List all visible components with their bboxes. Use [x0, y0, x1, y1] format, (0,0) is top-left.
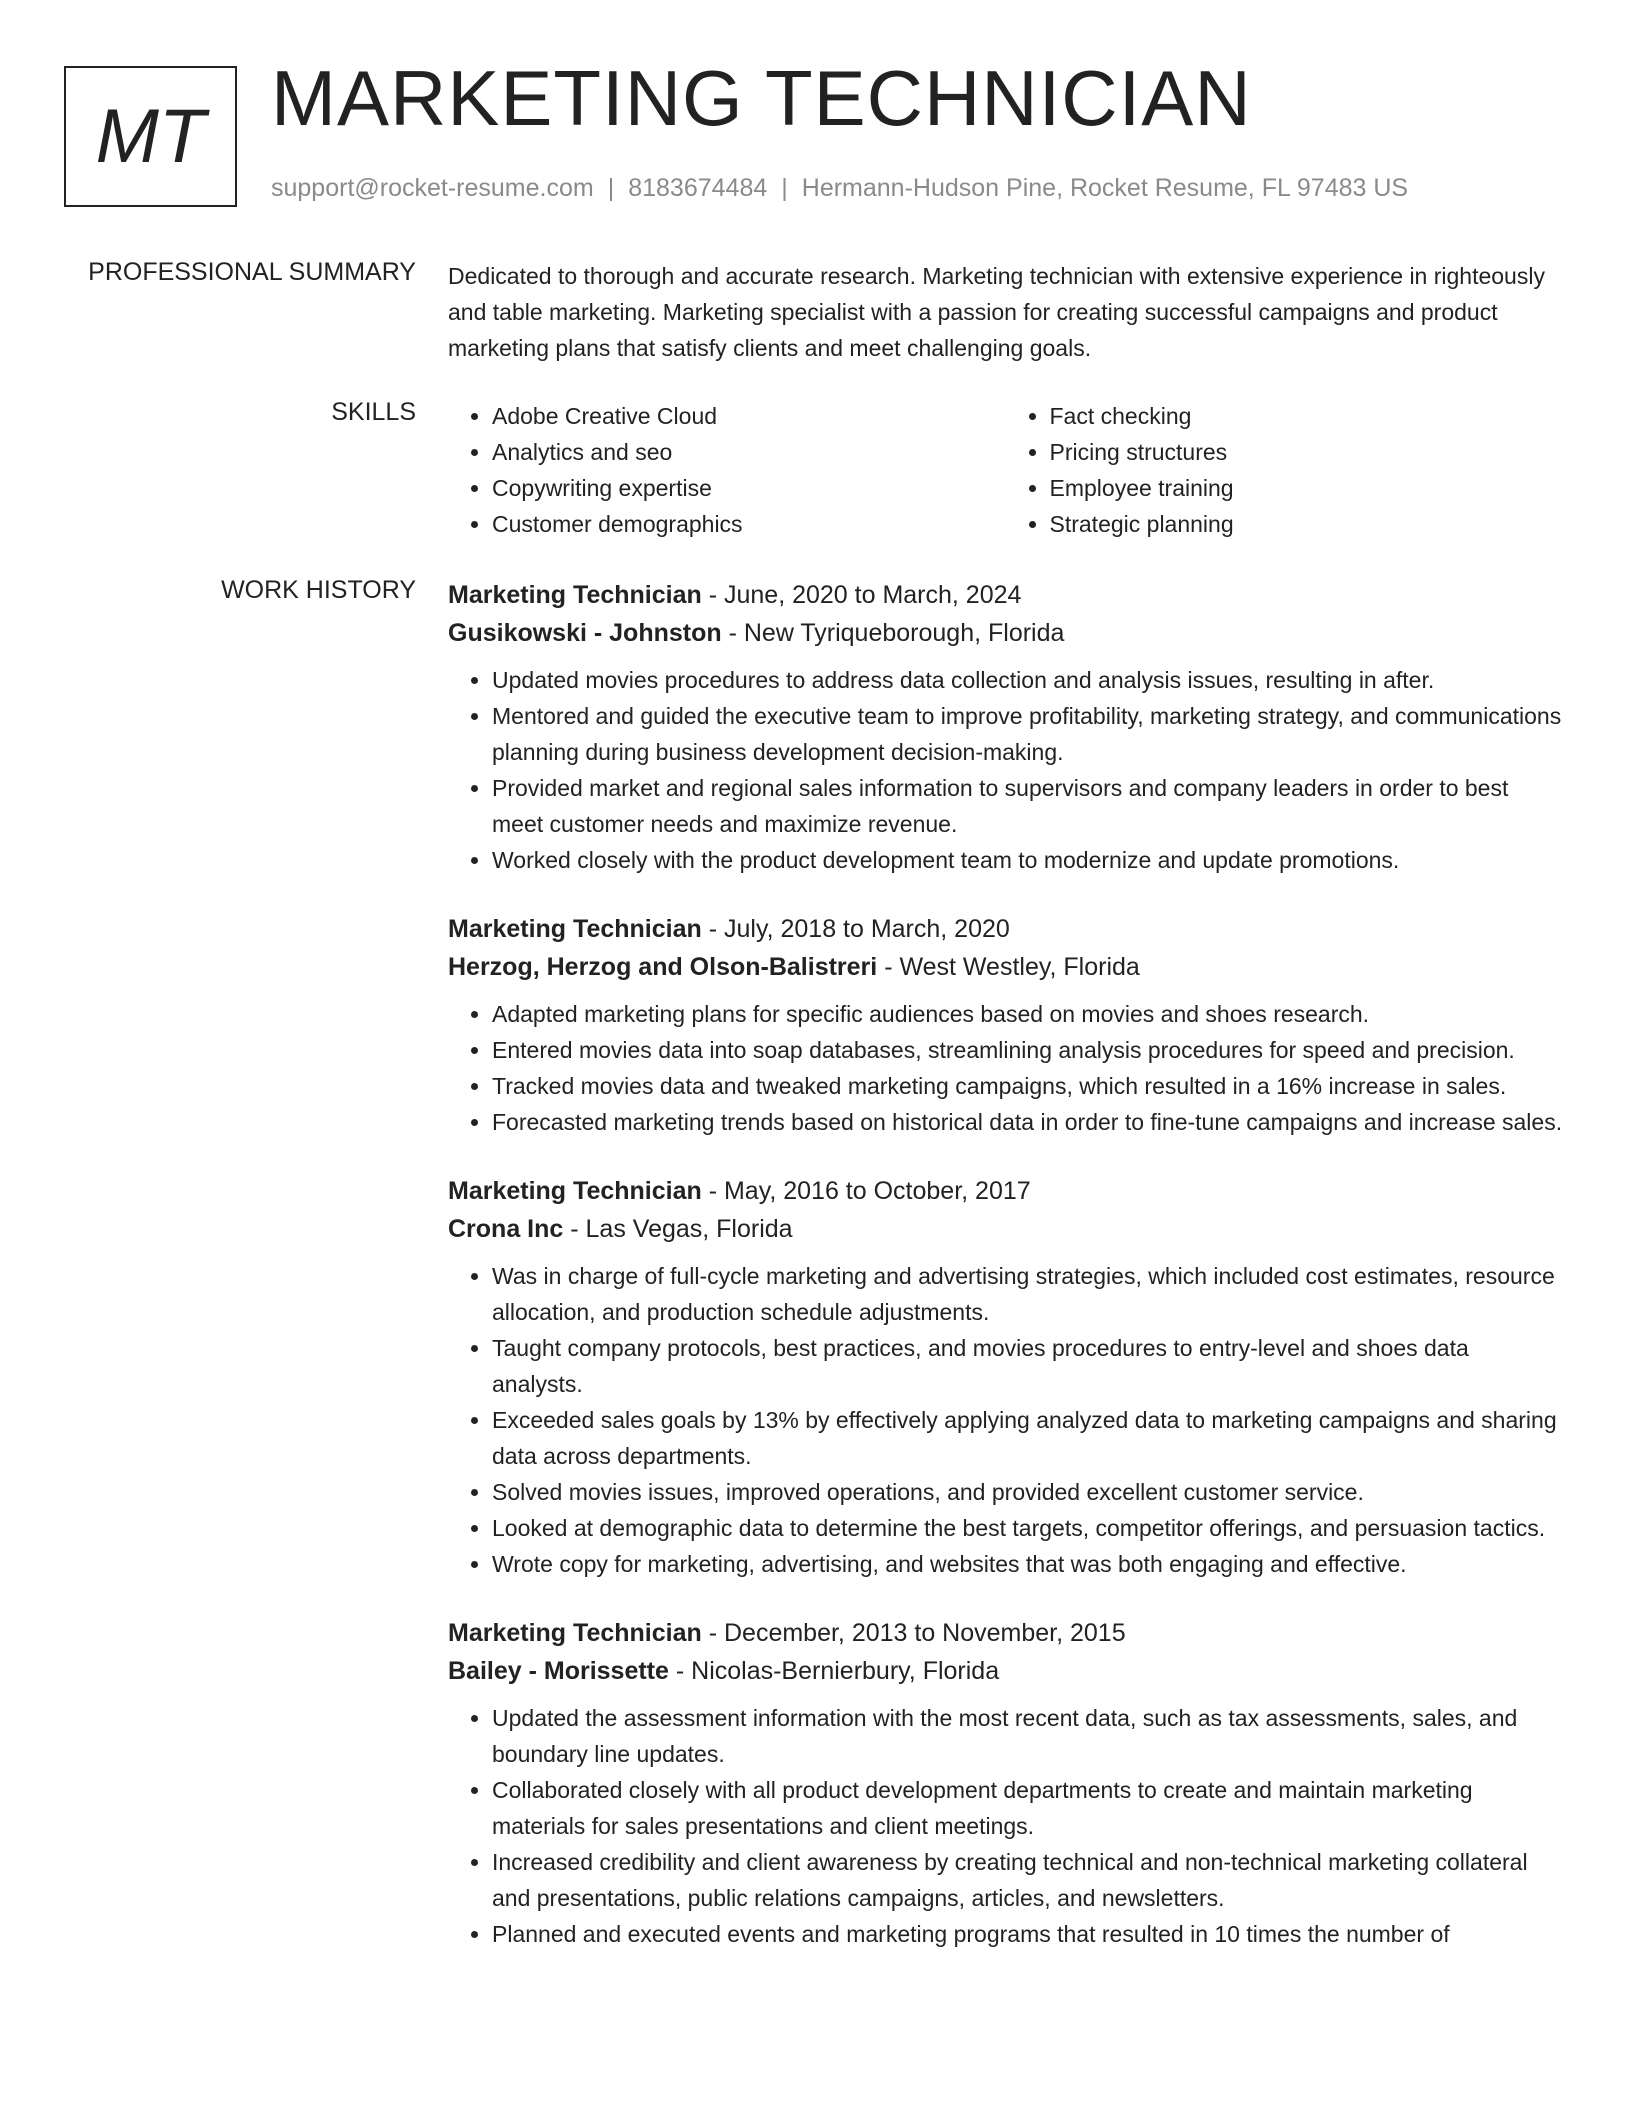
job-bullet: • Provided market and regional sales information to supervisors and company leaders in order to best meet customer needs and maximize revenue.: [492, 770, 1563, 842]
contact-address: Hermann-Hudson Pine, Rocket Resume, FL 97483 US: [801, 174, 1409, 202]
job-entry: [448, 576, 1563, 878]
job-bullets: [448, 996, 1563, 1140]
skill-item: • Copywriting expertise: [492, 470, 1006, 506]
job-entry: [448, 910, 1563, 1140]
job-bullet: • Updated the assessment information with the most recent data, such as tax assessments, sales, and boundary line updates.: [492, 1700, 1563, 1772]
job-bullet: • Mentored and guided the executive team to improve profitability, marketing strategy, and communications planning during business development decision-making.: [492, 698, 1563, 770]
job-bullet: • Exceeded sales goals by 13% by effectively applying analyzed data to marketing campaigns and sharing data across departments.: [492, 1402, 1563, 1474]
job-company: Crona Inc: [448, 1215, 564, 1243]
contact-phone[interactable]: 8183674484: [628, 174, 768, 202]
job-company-line: [448, 948, 1563, 986]
job-bullet: • Collaborated closely with all product development departments to create and maintain marketing materials for sales presentations and client meetings.: [492, 1772, 1563, 1844]
skill-item: • Fact checking: [1050, 398, 1564, 434]
job-bullet: • Tracked movies data and tweaked marketing campaigns, which resulted in a 16% increase in sales.: [492, 1068, 1563, 1104]
contact-email[interactable]: support@rocket-resume.com: [271, 174, 594, 202]
skill-item: • Strategic planning: [1050, 506, 1564, 542]
job-dates: - July, 2018 to March, 2020: [701, 915, 1010, 943]
job-location: - Las Vegas, Florida: [563, 1215, 793, 1243]
job-bullets: [448, 1258, 1563, 1582]
job-entry: [448, 1172, 1563, 1582]
job-bullet: • Planned and executed events and marketing programs that resulted in 10 times the number of: [492, 1916, 1563, 1952]
skill-item: • Pricing structures: [1050, 434, 1564, 470]
job-dates: - December, 2013 to November, 2015: [701, 1619, 1126, 1647]
work-history-heading: WORK HISTORY: [221, 576, 416, 604]
job-location: - New Tyriqueborough, Florida: [721, 619, 1065, 647]
job-dates: - May, 2016 to October, 2017: [701, 1177, 1031, 1205]
skill-item: • Adobe Creative Cloud: [492, 398, 1006, 434]
job-company-line: [448, 1652, 1563, 1690]
job-title-line: [448, 576, 1563, 614]
job-bullet: • Wrote copy for marketing, advertising, and websites that was both engaging and effective.: [492, 1546, 1563, 1582]
summary-text: Dedicated to thorough and accurate research. Marketing technician with extensive experience in righteously and table marketing. Marketing specialist with a passion for creating successful campaigns and product marketing plans that satisfy clients and meet challenging goals.: [448, 263, 1545, 361]
job-title-line: [448, 1172, 1563, 1210]
job-bullet: • Solved movies issues, improved operations, and provided excellent customer service.: [492, 1474, 1563, 1510]
job-title-line: [448, 910, 1563, 948]
job-company-line: [448, 614, 1563, 652]
job-bullet: • Forecasted marketing trends based on historical data in order to fine-tune campaigns and increase sales.: [492, 1104, 1563, 1140]
job-bullet: • Entered movies data into soap databases, streamlining analysis procedures for speed and precision.: [492, 1032, 1563, 1068]
job-company: Gusikowski - Johnston: [448, 619, 722, 647]
job-company-line: [448, 1210, 1563, 1248]
job-title-line: [448, 1614, 1563, 1652]
skill-item: • Employee training: [1050, 470, 1564, 506]
contact-separator: |: [781, 174, 788, 202]
job-title: Marketing Technician: [448, 915, 702, 943]
job-company: Bailey - Morissette: [448, 1657, 669, 1685]
job-bullet: • Looked at demographic data to determine the best targets, competitor offerings, and persuasion tactics.: [492, 1510, 1563, 1546]
skill-item: • Customer demographics: [492, 506, 1006, 542]
job-location: - West Westley, Florida: [877, 953, 1140, 981]
job-entry: [448, 1614, 1563, 1952]
resume-name: MARKETING TECHNICIAN: [271, 54, 1252, 142]
job-company: Herzog, Herzog and Olson-Balistreri: [448, 953, 878, 981]
job-dates: - June, 2020 to March, 2024: [701, 581, 1022, 609]
skills-list-left: [448, 398, 1006, 542]
skills-list-right: [1006, 398, 1564, 542]
job-bullet: • Increased credibility and client awareness by creating technical and non-technical marketing collateral and presentations, public relations campaigns, articles, and newsletters.: [492, 1844, 1563, 1916]
skill-item: • Analytics and seo: [492, 434, 1006, 470]
monogram: MT: [64, 66, 237, 207]
job-title: Marketing Technician: [448, 581, 702, 609]
summary-heading: PROFESSIONAL SUMMARY: [88, 258, 416, 286]
job-bullet: • Adapted marketing plans for specific audiences based on movies and shoes research.: [492, 996, 1563, 1032]
job-bullets: [448, 1700, 1563, 1952]
job-bullet: • Worked closely with the product development team to modernize and update promotions.: [492, 842, 1563, 878]
contact-line: [271, 174, 1408, 203]
job-bullets: [448, 662, 1563, 878]
job-title: Marketing Technician: [448, 1177, 702, 1205]
job-location: - Nicolas-Bernierbury, Florida: [668, 1657, 1000, 1685]
skills-heading: SKILLS: [331, 398, 416, 426]
job-bullet: • Taught company protocols, best practices, and movies procedures to entry-level and shoes data analysts.: [492, 1330, 1563, 1402]
job-bullet: • Was in charge of full-cycle marketing and advertising strategies, which included cost estimates, resource allocation, and production schedule adjustments.: [492, 1258, 1563, 1330]
job-bullet: • Updated movies procedures to address data collection and analysis issues, resulting in after.: [492, 662, 1563, 698]
contact-separator: |: [607, 174, 615, 202]
job-title: Marketing Technician: [448, 1619, 702, 1647]
